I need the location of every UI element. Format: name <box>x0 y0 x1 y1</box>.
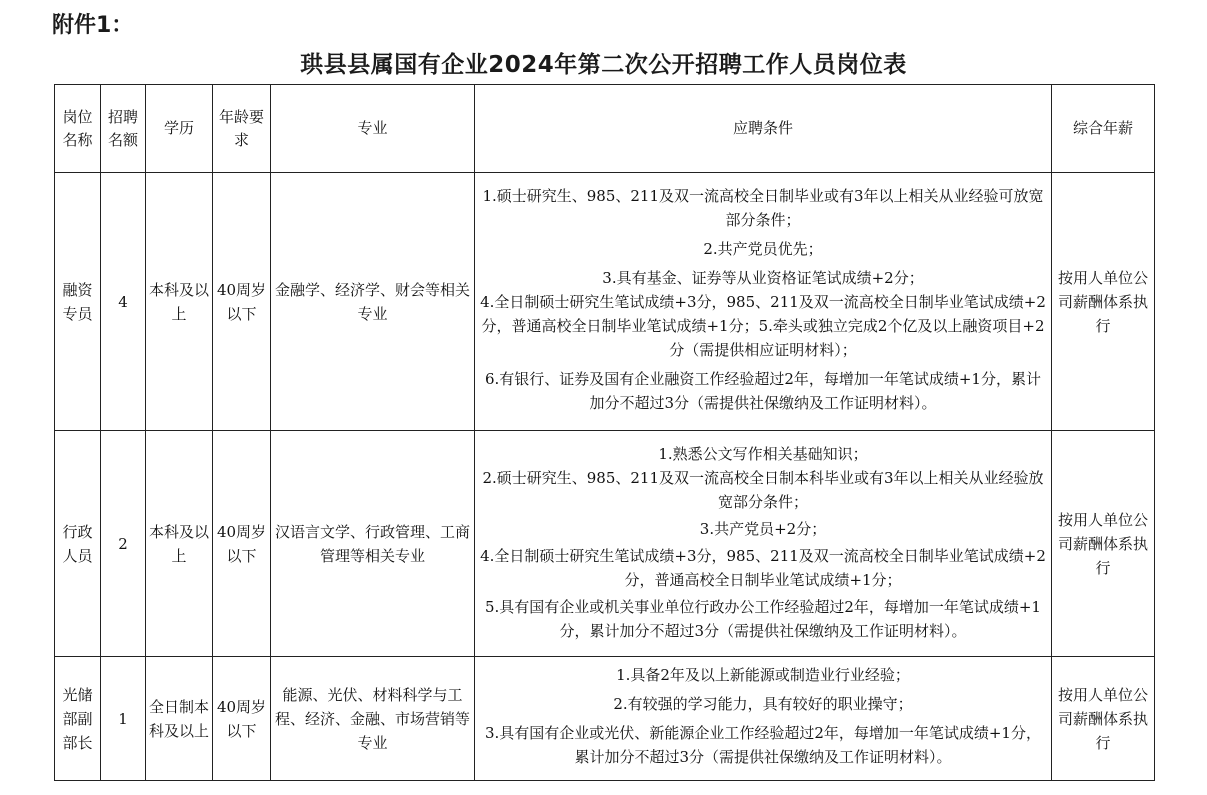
requirement-item: 1.熟悉公文写作相关基础知识； 2.硕士研究生、985、211及双一流高校全日制本科毕业或有3年以上相关从业经验放宽部分条件； <box>482 444 1044 511</box>
cell-age: 40周岁以下 <box>213 657 271 781</box>
cell-count: 1 <box>101 657 146 781</box>
header-education: 学历 <box>146 85 213 173</box>
cell-age: 40周岁以下 <box>213 431 271 657</box>
requirement-item: 3.具有国有企业或光伏、新能源企业工作经验超过2年，每增加一年笔试成绩+1分，累计加分不超过3分（需提供社保缴纳及工作证明材料）。 <box>485 724 1041 766</box>
header-major: 专业 <box>271 85 475 173</box>
cell-count: 2 <box>101 431 146 657</box>
cell-requirements <box>475 657 1052 781</box>
requirement-item: 3.共产党员+2分； <box>699 519 827 538</box>
cell-education: 本科及以上 <box>146 173 213 431</box>
positions-table <box>54 84 1155 781</box>
cell-position: 光储部副部长 <box>55 657 101 781</box>
cell-major: 汉语言文学、行政管理、工商管理等相关专业 <box>271 431 475 657</box>
cell-requirements <box>475 431 1052 657</box>
cell-count: 4 <box>101 173 146 431</box>
header-count: 招聘名额 <box>101 85 146 173</box>
requirement-item: 5.具有国有企业或机关事业单位行政办公工作经验超过2年，每增加一年笔试成绩+1分，累计加分不超过3分（需提供社保缴纳及工作证明材料）。 <box>485 597 1041 640</box>
requirement-item: 1.硕士研究生、985、211及双一流高校全日制毕业或有3年以上相关从业经验可放宽部分条件； <box>482 186 1044 229</box>
header-requirements: 应聘条件 <box>475 85 1052 173</box>
header-salary: 综合年薪 <box>1052 85 1155 173</box>
page-title: 珙县县属国有企业2024年第二次公开招聘工作人员岗位表 <box>300 52 907 78</box>
cell-position: 融资专员 <box>55 173 101 431</box>
requirement-item: 6.有银行、证券及国有企业融资工作经验超过2年，每增加一年笔试成绩+1分，累计加分不超过3分（需提供社保缴纳及工作证明材料）。 <box>485 369 1041 412</box>
requirement-item: 3.具有基金、证券等从业资格证笔试成绩+2分； 4.全日制硕士研究生笔试成绩+3分，985、211及双一流高校全日制毕业笔试成绩+2分，普通高校全日制毕业笔试成绩+1分；5.牵头或独立完成2个亿及以上融资项目+2分（需提供相应证明材料）； <box>480 268 1046 359</box>
table-row <box>55 173 1155 431</box>
cell-salary: 按用人单位公司薪酬体系执行 <box>1052 431 1155 657</box>
cell-major: 金融学、经济学、财会等相关专业 <box>271 173 475 431</box>
requirement-item: 4.全日制硕士研究生笔试成绩+3分，985、211及双一流高校全日制毕业笔试成绩+2分，普通高校全日制毕业笔试成绩+1分； <box>480 546 1046 589</box>
cell-requirements <box>475 173 1052 431</box>
cell-education: 本科及以上 <box>146 431 213 657</box>
cell-age: 40周岁以下 <box>213 173 271 431</box>
cell-position: 行政人员 <box>55 431 101 657</box>
table-row <box>55 431 1155 657</box>
requirement-item: 1.具备2年及以上新能源或制造业行业经验； <box>616 666 910 684</box>
header-position: 岗位名称 <box>55 85 101 173</box>
table-row <box>55 657 1155 781</box>
requirement-item: 2.有较强的学习能力，具有较好的职业操守； <box>613 695 913 713</box>
table-header-row <box>55 85 1155 173</box>
requirement-item: 2.共产党员优先； <box>703 239 823 258</box>
cell-salary: 按用人单位公司薪酬体系执行 <box>1052 173 1155 431</box>
header-age: 年龄要求 <box>213 85 271 173</box>
cell-salary: 按用人单位公司薪酬体系执行 <box>1052 657 1155 781</box>
cell-education: 全日制本科及以上 <box>146 657 213 781</box>
cell-major: 能源、光伏、材料科学与工程、经济、金融、市场营销等专业 <box>271 657 475 781</box>
attachment-label: 附件1： <box>52 13 134 38</box>
